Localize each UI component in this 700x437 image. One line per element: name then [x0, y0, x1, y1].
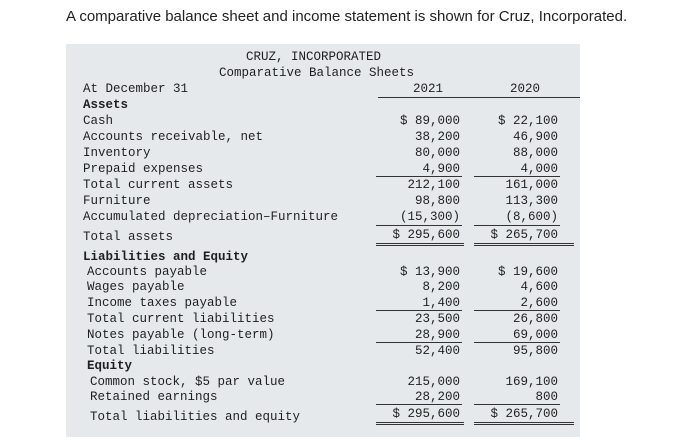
- value-2020-accumulated-depreciation: (8,600): [505, 210, 558, 224]
- value-2020-prepaid-expenses: 4,000: [520, 162, 558, 176]
- value-2021-accumulated-depreciation: (15,300): [399, 210, 460, 224]
- equity-heading: Equity: [87, 359, 133, 373]
- row-label-cash: Cash: [83, 114, 114, 128]
- value-2021-inventory: 80,000: [414, 146, 460, 160]
- subtotal-line-2020: [474, 176, 560, 177]
- value-2021-common-stock: 215,000: [407, 375, 460, 389]
- value-2020-furniture: 113,300: [505, 194, 558, 208]
- value-2020-accounts-receivable: 46,900: [512, 130, 558, 144]
- total-double-underline-2021: [376, 243, 464, 246]
- value-2020-total-current-assets: 161,000: [505, 178, 558, 192]
- row-label-notes-payable: Notes payable (long-term): [87, 328, 275, 342]
- row-label-total-liabilities-equity: Total liabilities and equity: [90, 410, 301, 424]
- value-2021-total-current-assets: 212,100: [407, 178, 460, 192]
- date-label: At December 31: [83, 82, 189, 96]
- row-label-total-current-liabilities: Total current liabilities: [87, 312, 275, 326]
- value-2020-total-liabilities-equity: $ 265,700: [490, 407, 558, 421]
- statement-title: Comparative Balance Sheets: [219, 66, 415, 80]
- value-2021-accounts-receivable: 38,200: [414, 130, 460, 144]
- total-double-underline-2020: [474, 243, 574, 246]
- header-underline: [378, 97, 580, 98]
- subtotal-line-2020: [474, 310, 560, 311]
- value-2020-total-assets: $ 265,700: [490, 228, 558, 242]
- value-2021-total-liabilities-equity: $ 295,600: [392, 407, 460, 421]
- row-label-prepaid-expenses: Prepaid expenses: [83, 162, 204, 176]
- value-2020-cash: $ 22,100: [497, 114, 558, 128]
- subtotal-line-2021: [376, 342, 462, 343]
- subtotal-line-2020: [474, 342, 560, 343]
- row-label-total-assets: Total assets: [83, 230, 174, 244]
- subtotal-line-2021: [376, 176, 462, 177]
- value-2021-income-taxes-payable: 1,400: [422, 296, 460, 310]
- row-label-furniture: Furniture: [83, 194, 151, 208]
- row-label-accumulated-depreciation: Accumulated depreciation–Furniture: [83, 210, 339, 224]
- value-2020-total-current-liabilities: 26,800: [512, 312, 558, 326]
- subtotal-line-2021: [376, 225, 462, 226]
- subtotal-line-2021: [376, 310, 462, 311]
- value-2021-cash: $ 89,000: [399, 114, 460, 128]
- liabilities-equity-heading: Liabilities and Equity: [83, 250, 249, 264]
- value-2020-total-liabilities: 95,800: [512, 344, 558, 358]
- total-double-underline-2020: [474, 422, 574, 425]
- value-2021-furniture: 98,800: [414, 194, 460, 208]
- value-2021-wages-payable: 8,200: [422, 280, 460, 294]
- column-header-2021: 2021: [413, 82, 444, 96]
- row-label-accounts-payable: Accounts payable: [87, 265, 208, 279]
- intro-text: A comparative balance sheet and income statement is shown for Cruz, Incorporated.: [66, 8, 628, 25]
- value-2021-retained-earnings: 28,200: [414, 390, 460, 404]
- subtotal-line-2021: [376, 404, 462, 405]
- row-label-inventory: Inventory: [83, 146, 151, 160]
- company-title: CRUZ, INCORPORATED: [246, 50, 382, 64]
- value-2020-inventory: 88,000: [512, 146, 558, 160]
- value-2021-total-current-liabilities: 23,500: [414, 312, 460, 326]
- row-label-accounts-receivable: Accounts receivable, net: [83, 130, 264, 144]
- value-2021-total-liabilities: 52,400: [414, 344, 460, 358]
- assets-heading: Assets: [83, 98, 129, 112]
- row-label-total-liabilities: Total liabilities: [87, 344, 215, 358]
- row-label-retained-earnings: Retained earnings: [90, 390, 218, 404]
- row-label-common-stock: Common stock, $5 par value: [90, 375, 286, 389]
- value-2020-notes-payable: 69,000: [512, 328, 558, 342]
- value-2021-total-assets: $ 295,600: [392, 228, 460, 242]
- subtotal-line-2020: [474, 225, 560, 226]
- column-header-2020: 2020: [510, 82, 541, 96]
- total-double-underline-2021: [376, 422, 464, 425]
- value-2021-accounts-payable: $ 13,900: [399, 265, 460, 279]
- row-label-income-taxes-payable: Income taxes payable: [87, 296, 238, 310]
- value-2020-wages-payable: 4,600: [520, 280, 558, 294]
- subtotal-line-2020: [474, 404, 560, 405]
- row-label-wages-payable: Wages payable: [87, 280, 185, 294]
- value-2020-accounts-payable: $ 19,600: [497, 265, 558, 279]
- value-2021-prepaid-expenses: 4,900: [422, 162, 460, 176]
- value-2021-notes-payable: 28,900: [414, 328, 460, 342]
- value-2020-retained-earnings: 800: [535, 390, 558, 404]
- value-2020-income-taxes-payable: 2,600: [520, 296, 558, 310]
- value-2020-common-stock: 169,100: [505, 375, 558, 389]
- row-label-total-current-assets: Total current assets: [83, 178, 234, 192]
